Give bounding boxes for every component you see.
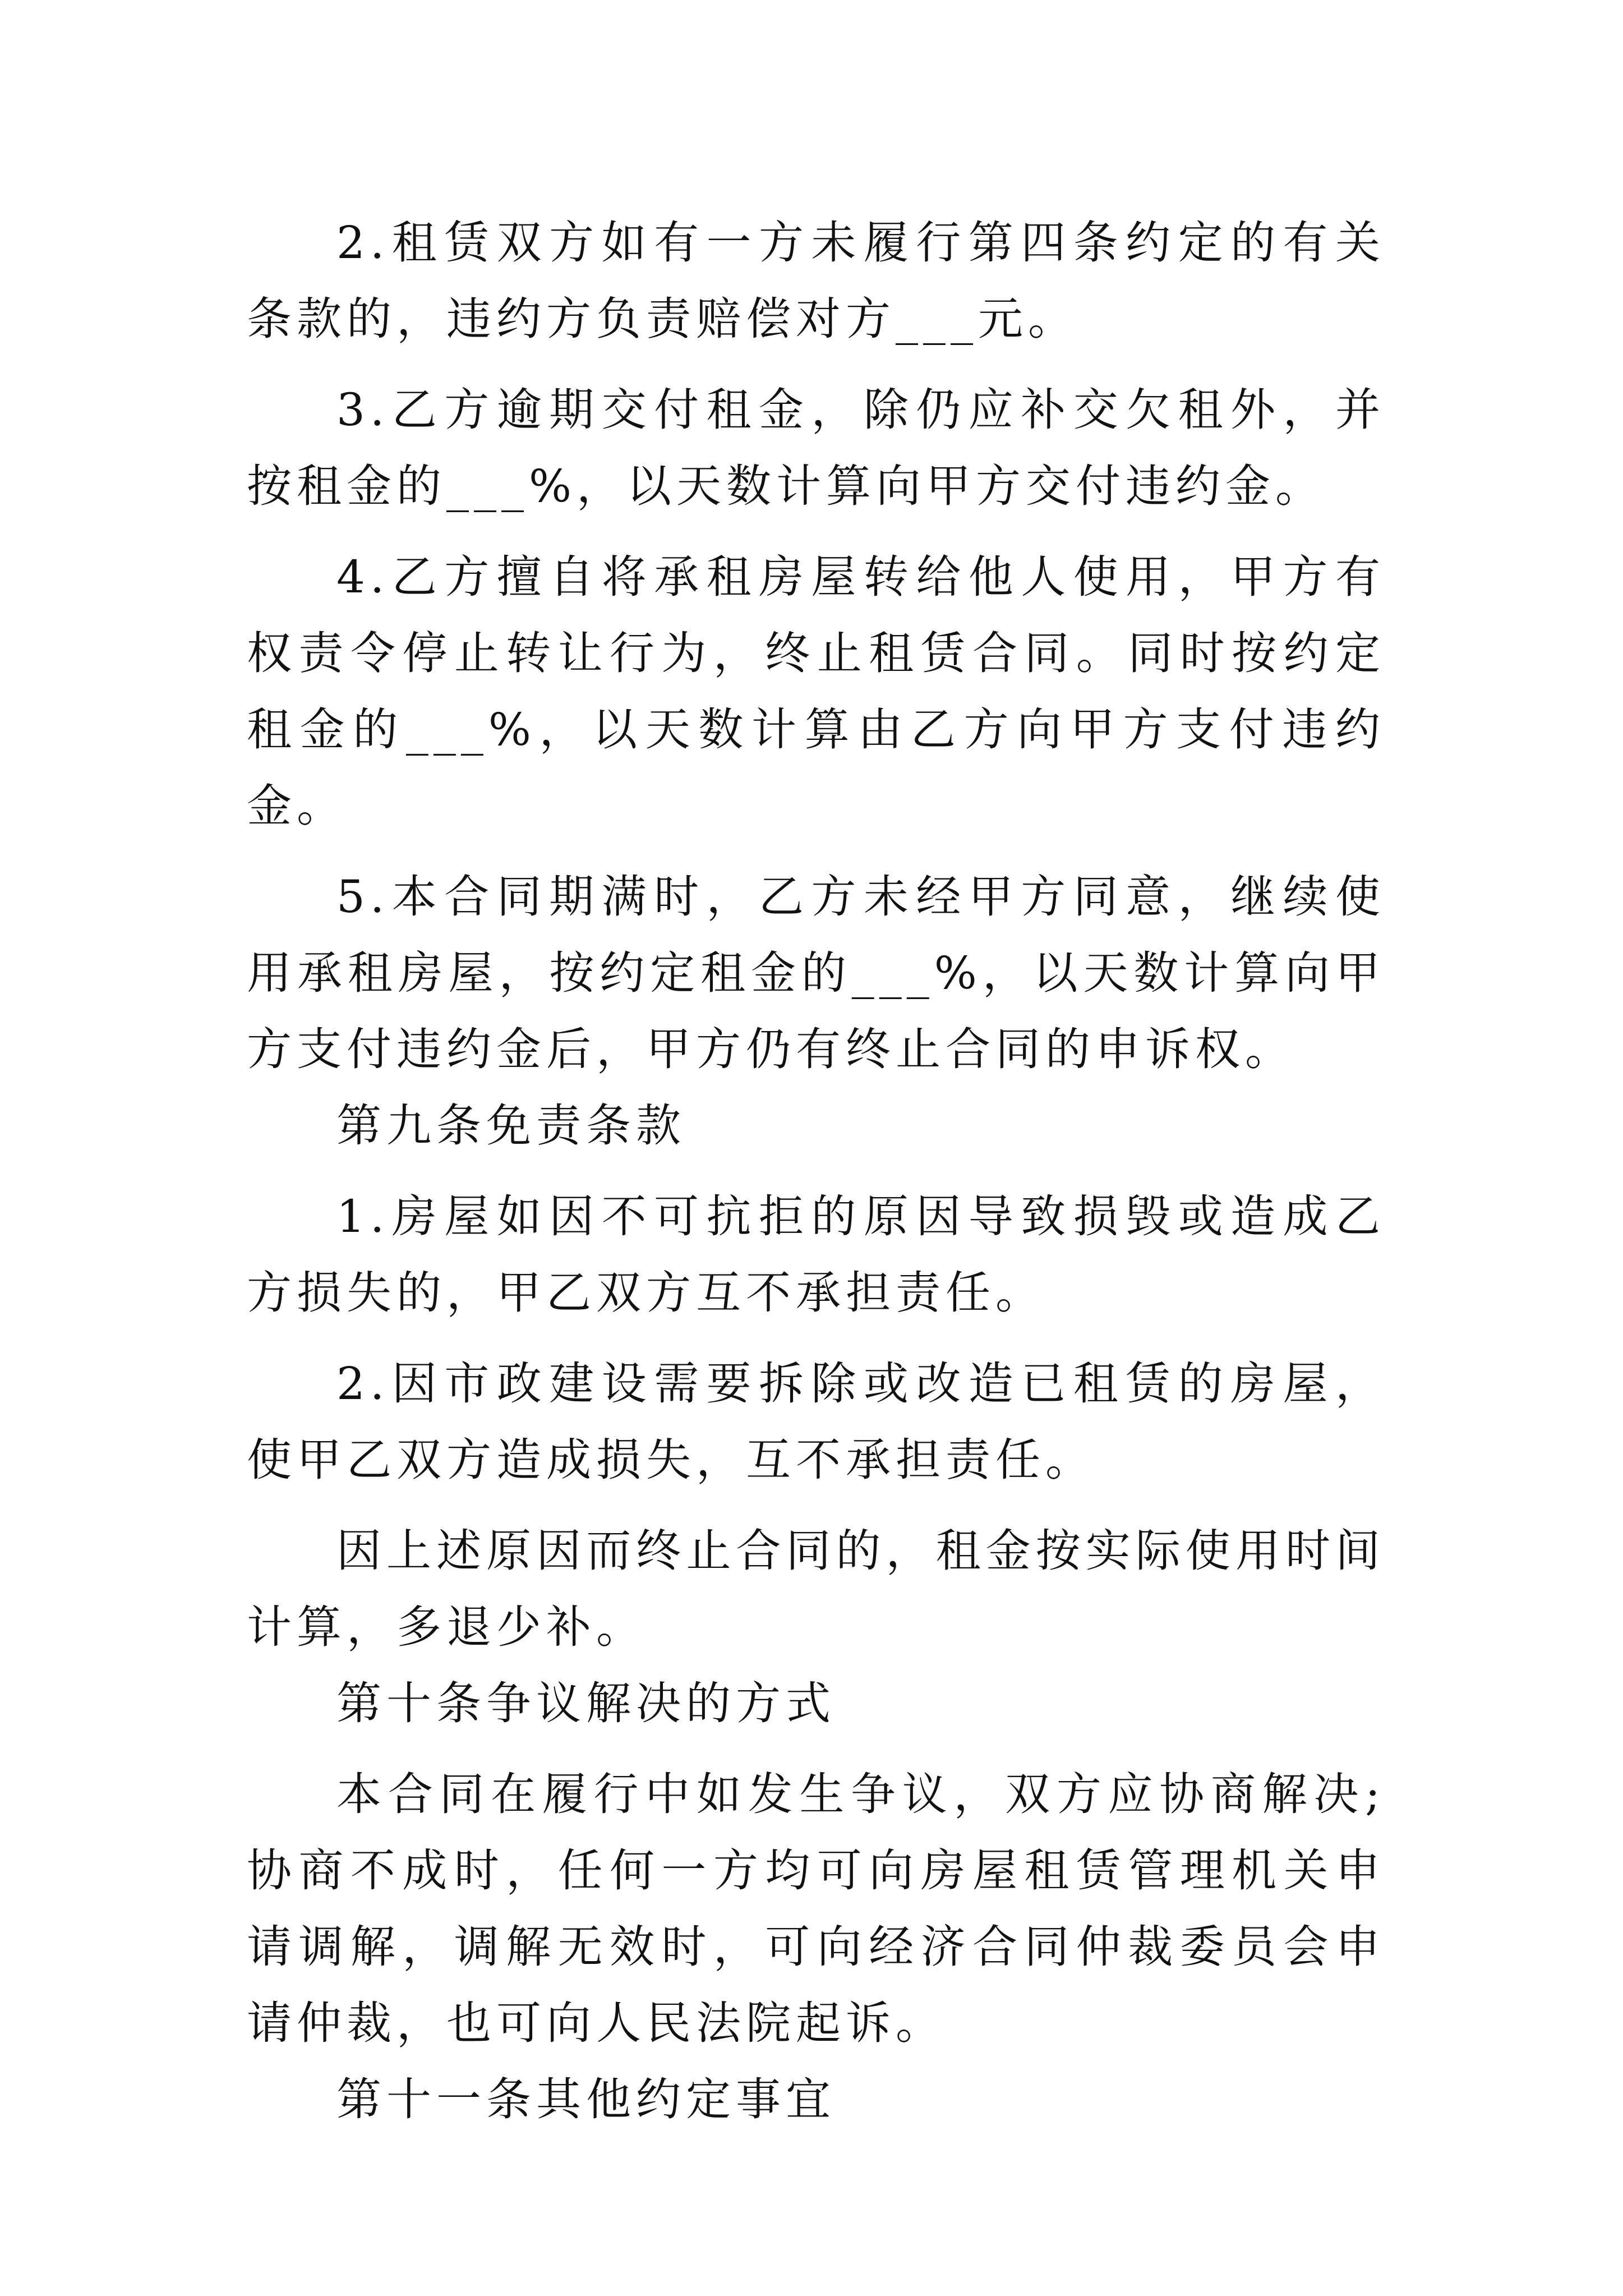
clause-8-item-5: 5.本合同期满时，乙方未经甲方同意，继续使用承租房屋，按约定租金的___%，以天数计算向甲方支付违约金后，甲方仍有终止合同的申诉权。 xyxy=(247,871,1385,1075)
document-body xyxy=(247,205,1385,2138)
clause-10-heading: 第十条争议解决的方式 xyxy=(336,1677,836,1729)
clause-8-item-4: 4.乙方擅自将承租房屋转给他人使用，甲方有权责令停止转让行为，终止租赁合同。同时按约定租金的___%，以天数计算由乙方向甲方支付违约金。 xyxy=(247,551,1385,832)
clause-11-heading: 第十一条其他约定事宜 xyxy=(336,2073,836,2125)
clause-9-heading: 第九条免责条款 xyxy=(336,1099,686,1152)
clause-8-item-3: 3.乙方逾期交付租金，除仍应补交欠租外，并按租金的___%，以天数计算向甲方交付违约金。 xyxy=(247,384,1385,512)
clause-9-note: 因上述原因而终止合同的，租金按实际使用时间计算，多退少补。 xyxy=(247,1525,1385,1653)
clause-8-item-2: 2.租赁双方如有一方未履行第四条约定的有关条款的，违约方负责赔偿对方___元。 xyxy=(247,217,1385,345)
clause-9-item-1: 1.房屋如因不可抗拒的原因导致损毁或造成乙方损失的，甲乙双方互不承担责任。 xyxy=(247,1190,1385,1319)
clause-9-item-2: 2.因市政建设需要拆除或改造已租赁的房屋，使甲乙双方造成损失，互不承担责任。 xyxy=(247,1358,1385,1486)
clause-10-body: 本合同在履行中如发生争议，双方应协商解决;协商不成时，任何一方均可向房屋租赁管理机关申请调解，调解无效时，可向经济合同仲裁委员会申请仲裁，也可向人民法院起诉。 xyxy=(247,1768,1385,2049)
